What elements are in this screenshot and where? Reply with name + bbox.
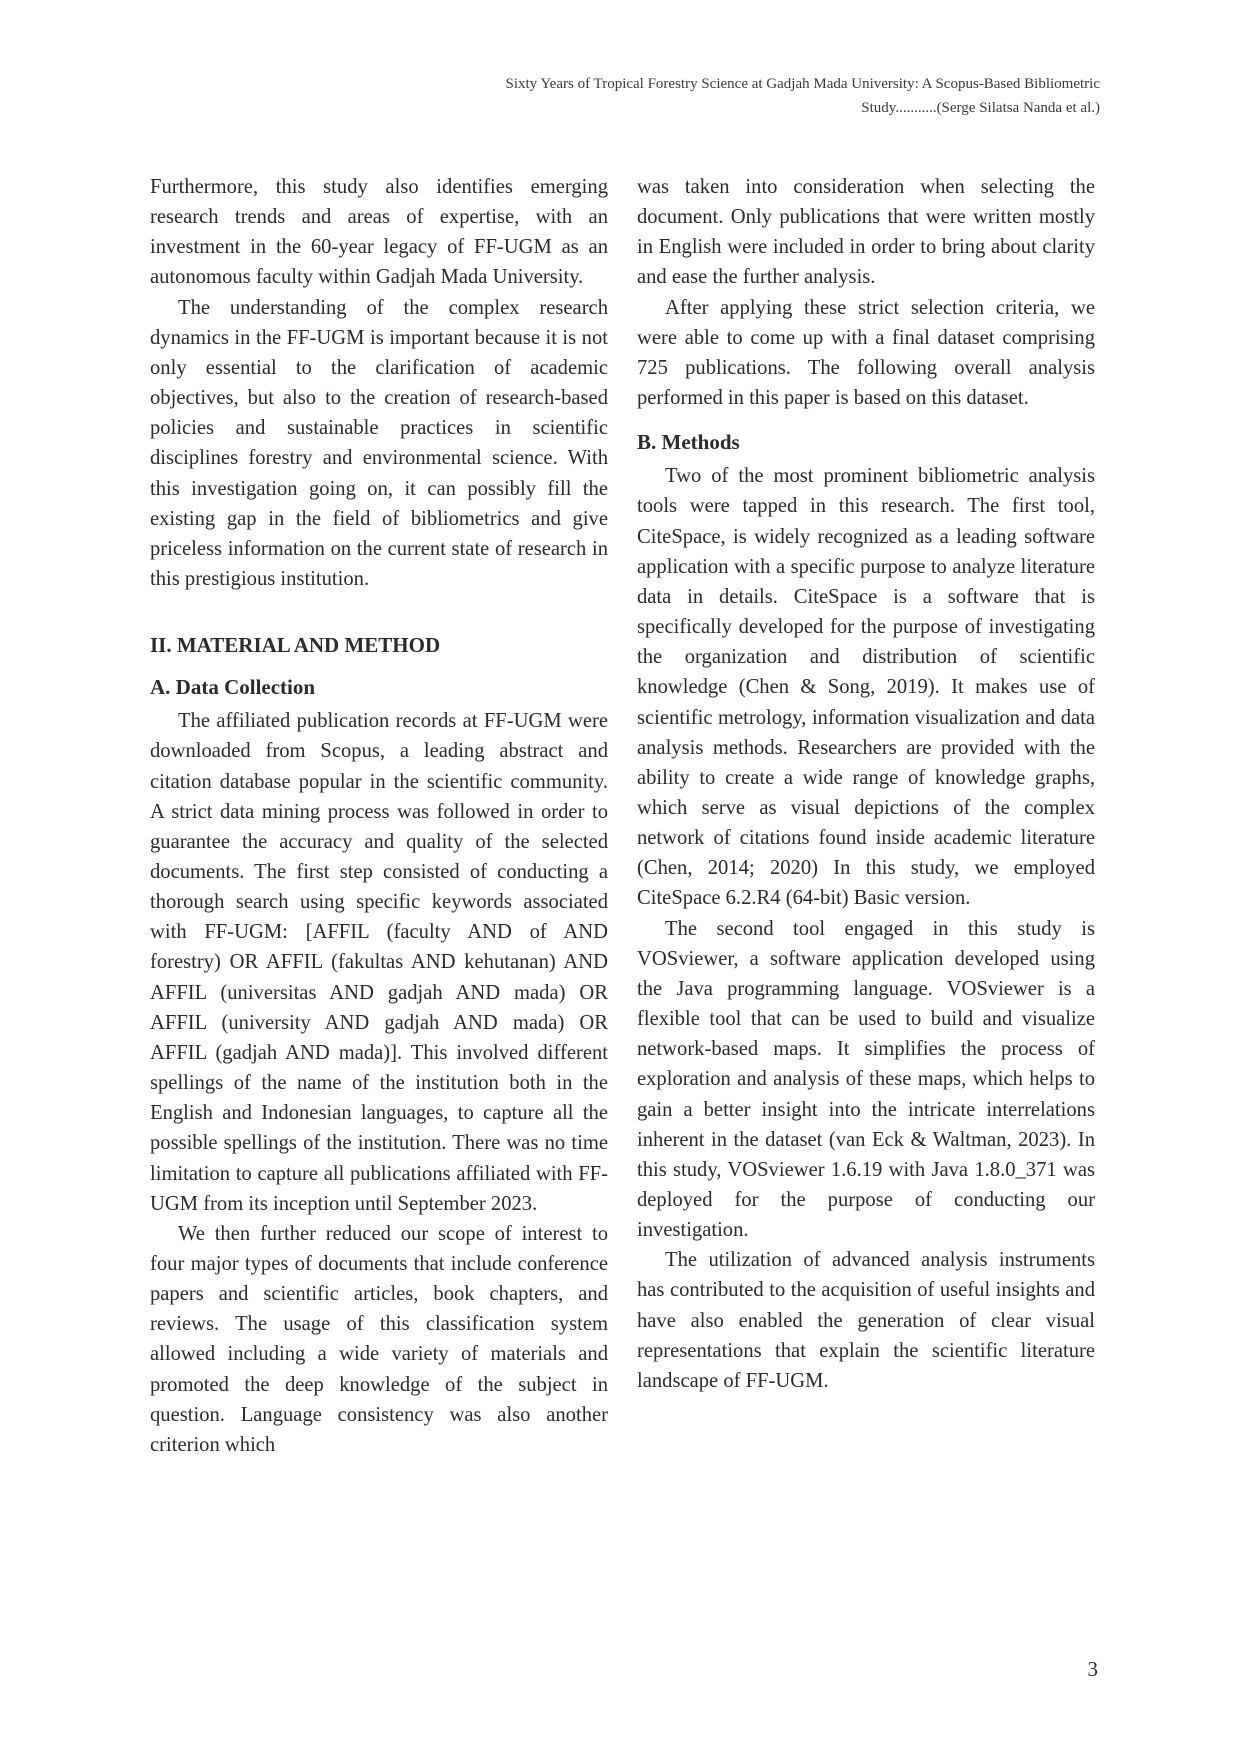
paragraph-research-dynamics: The understanding of the complex research dynamics in the FF-UGM is important because it is not only essential to the clarification of academic objectives, but also to the creation of research-based policies and sustainable practices in scientific disciplines forestry and environmental science. With this investigation going on, it can possibly fill the existing gap in the field of bibliometrics and give priceless information on the current state of research in this prestigious institution. bbox=[150, 296, 608, 591]
running-header bbox=[300, 72, 1100, 120]
subsection-heading-methods: B. Methods bbox=[637, 430, 740, 455]
page-number: 3 bbox=[1087, 1657, 1098, 1681]
paragraph-language-criterion: was taken into consideration when selecting the document. Only publications that were written mostly in English were included in order to bring about clarity and ease the further analysis. bbox=[637, 176, 1095, 289]
paragraph-analysis-instruments: The utilization of advanced analysis instruments has contributed to the acquisition of useful insights and have also enabled the generation of clear visual representations that explain the scientific literature landscape of FF-UGM. bbox=[637, 1249, 1095, 1392]
left-column bbox=[150, 172, 608, 1460]
running-header-authors: Study...........(Serge Silatsa Nanda et al.) bbox=[861, 100, 1100, 116]
running-header-title: Sixty Years of Tropical Forestry Science at Gadjah Mada University: A Scopus-Based Bibliometric bbox=[505, 76, 1100, 92]
section-heading-material-method: II. MATERIAL AND METHOD bbox=[150, 633, 441, 658]
subsection-heading-data-collection: A. Data Collection bbox=[150, 675, 316, 700]
paragraph-citespace: Two of the most prominent bibliometric analysis tools were tapped in this research. The first tool, CiteSpace, is widely recognized as a leading software application with a specific purpose to analyze literature data in details. CiteSpace is a software that is specifically developed for the purpose of investigating the organization and distribution of scientific knowledge (Chen & Song, 2019). It makes use of scientific metrology, information visualization and data analysis methods. Researchers are provided with the ability to create a wide range of knowledge graphs, which serve as visual depictions of the complex network of citations found inside academic literature (Chen, 2014; 2020) In this study, we employed CiteSpace 6.2.R4 (64-bit) Basic version. bbox=[637, 465, 1095, 910]
right-column bbox=[637, 172, 1095, 1396]
paragraph-vosviewer: The second tool engaged in this study is VOSviewer, a software application developed using the Java programming language. VOSviewer is a flexible tool that can be used to build and visualize network-based maps. It simplifies the process of exploration and analysis of these maps, which helps to gain a better insight into the intricate interrelations inherent in the dataset (van Eck & Waltman, 2023). In this study, VOSviewer 1.6.19 with Java 1.8.0_371 was deployed for the purpose of conducting our investigation. bbox=[637, 917, 1095, 1242]
paragraph-final-dataset: After applying these strict selection criteria, we were able to come up with a final dataset comprising 725 publications. The following overall analysis performed in this paper is based on this dataset. bbox=[637, 296, 1095, 410]
paragraph-document-types: We then further reduced our scope of interest to four major types of documents that include conference papers and scientific articles, book chapters, and reviews. The usage of this classification system allowed including a wide variety of materials and promoted the deep knowledge of the subject in question. Language consistency was also another criterion which bbox=[150, 1222, 608, 1456]
paragraph-continuation: Furthermore, this study also identifies emerging research trends and areas of expertise, with an investment in the 60-year legacy of FF-UGM as an autonomous faculty within Gadjah Mada University. bbox=[150, 176, 608, 289]
paragraph-data-collection: The affiliated publication records at FF-UGM were downloaded from Scopus, a leading abstract and citation database popular in the scientific community. A strict data mining process was followed in order to guarantee the accuracy and quality of the selected documents. The first step consisted of conducting a thorough search using specific keywords associated with FF-UGM: [AFFIL (faculty AND of AND forestry) OR AFFIL (fakultas AND kehutanan) AND AFFIL (universitas AND gadjah AND mada) OR AFFIL (university AND gadjah AND mada) OR AFFIL (gadjah AND mada)]. This involved different spellings of the name of the institution both in the English and Indonesian languages, to capture all the possible spellings of the institution. There was no time limitation to capture all publications affiliated with FF-UGM from its inception until September 2023. bbox=[150, 710, 608, 1215]
